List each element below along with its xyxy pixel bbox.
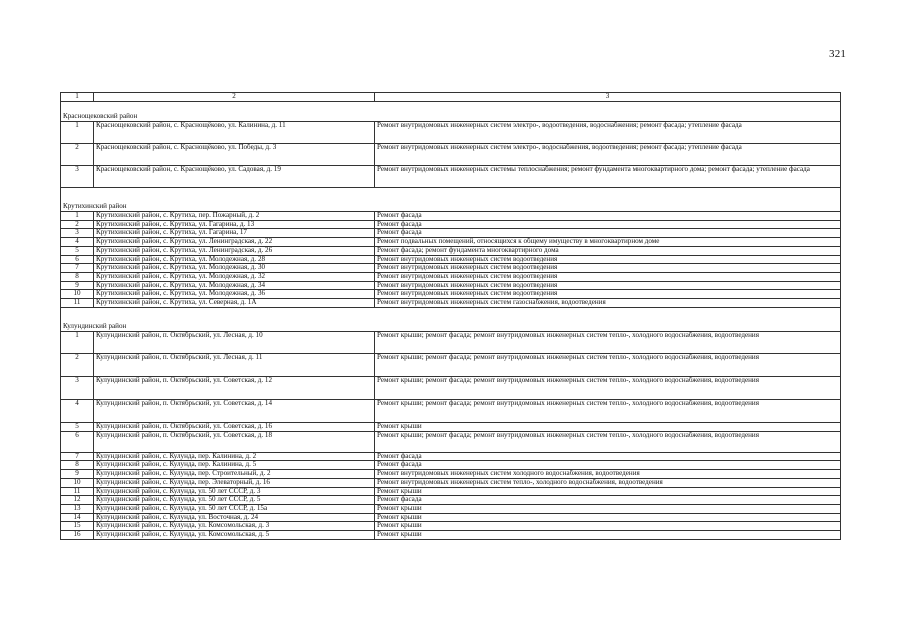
row-address: Крутихинский район, с. Крутиха, ул. Молодежная, д. 32 (94, 272, 375, 281)
district-row (61, 102, 841, 122)
row-number: 1 (61, 122, 94, 144)
row-works: Ремонт крыши; ремонт фасада; ремонт внутридомовых инженерных систем тепло-, холодного водоснабжения, водоотведения (375, 431, 841, 452)
row-number: 4 (61, 399, 94, 422)
row-address: Крутихинский район, с. Крутиха, ул. Ленинградская, д. 22 (94, 238, 375, 247)
row-works: Ремонт крыши (375, 522, 841, 531)
table-row (61, 290, 841, 299)
row-address: Кулундинский район, п. Октябрьский, ул. Советская, д. 14 (94, 399, 375, 422)
table-row (61, 238, 841, 247)
row-number: 11 (61, 487, 94, 496)
table-row (61, 255, 841, 264)
table-row (61, 272, 841, 281)
row-number: 1 (61, 212, 94, 221)
district-row (61, 307, 841, 331)
row-works: Ремонт внутридомовых инженерных систем водоотведения (375, 272, 841, 281)
row-works: Ремонт крыши (375, 487, 841, 496)
header-col-2: 2 (94, 93, 375, 102)
row-number: 2 (61, 144, 94, 166)
row-address: Крутихинский район, с. Крутиха, ул. Северная, д. 1А (94, 299, 375, 308)
row-works: Ремонт фасада (375, 461, 841, 470)
row-works: Ремонт внутридомовых инженерных систем холодного водоснабжения, водоотведения (375, 470, 841, 479)
row-works: Ремонт внутридомовых инженерных систем водоотведения (375, 290, 841, 299)
row-number: 5 (61, 246, 94, 255)
row-address: Краснощековский район, с. Краснощёково, ул. Садовая, д. 19 (94, 166, 375, 188)
table-row (61, 399, 841, 422)
row-works: Ремонт крыши; ремонт фасада; ремонт внутридомовых инженерных систем тепло-, холодного водоснабжения, водоотведения (375, 399, 841, 422)
row-address: Кулундинский район, с. Кулунда, ул. Комсомольская, д. 3 (94, 522, 375, 531)
row-works: Ремонт фасада (375, 496, 841, 505)
table-header-row (61, 93, 841, 102)
row-works: Ремонт внутридомовых инженерных системы теплоснабжения; ремонт фундамента многоквартирного дома; ремонт фасада; утепление фасада (375, 166, 841, 188)
row-address: Кулундинский район, п. Октябрьский, ул. Лесная, д. 11 (94, 353, 375, 376)
row-address: Крутихинский район, с. Крутиха, ул. Ленинградская, д. 26 (94, 246, 375, 255)
row-number: 15 (61, 522, 94, 531)
row-number: 9 (61, 470, 94, 479)
row-number: 1 (61, 331, 94, 353)
table-row (61, 144, 841, 166)
row-address: Кулундинский район, с. Кулунда, ул. 50 лет СССР, д. 15а (94, 504, 375, 513)
row-works: Ремонт внутридомовых инженерных систем тепло-, холодного водоснабжения, водоотведения (375, 478, 841, 487)
table-row (61, 376, 841, 399)
row-works: Ремонт фасада (375, 452, 841, 461)
row-address: Крутихинский район, с. Крутиха, ул. Гагарина, 17 (94, 229, 375, 238)
table-row (61, 531, 841, 540)
row-works: Ремонт фасада; ремонт фундамента многоквартирного дома (375, 246, 841, 255)
row-number: 2 (61, 220, 94, 229)
row-works: Ремонт подвальных помещений, относящихся к общему имуществу в многоквартирном доме (375, 238, 841, 247)
row-address: Крутихинский район, с. Крутиха, ул. Молодежная, д. 36 (94, 290, 375, 299)
table-row (61, 487, 841, 496)
row-address: Кулундинский район, с. Кулунда, ул. 50 лет СССР, д. 5 (94, 496, 375, 505)
row-number: 8 (61, 272, 94, 281)
row-number: 6 (61, 431, 94, 452)
table-row (61, 353, 841, 376)
district-name: Краснощековский район (61, 102, 841, 122)
row-address: Крутихинский район, с. Крутиха, ул. Молодежная, д. 30 (94, 264, 375, 273)
table-row (61, 522, 841, 531)
table-row (61, 496, 841, 505)
table-row (61, 331, 841, 353)
table-row (61, 264, 841, 273)
header-col-1: 1 (61, 93, 94, 102)
table-row (61, 166, 841, 188)
row-number: 7 (61, 264, 94, 273)
row-address: Кулундинский район, с. Кулунда, пер. Элеваторный, д. 16 (94, 478, 375, 487)
table-row (61, 513, 841, 522)
table-row (61, 470, 841, 479)
row-works: Ремонт внутридомовых инженерных систем водоотведения (375, 264, 841, 273)
page-number: 321 (829, 48, 847, 60)
row-address: Краснощековский район, с. Краснощёково, ул. Калинина, д. 11 (94, 122, 375, 144)
row-works: Ремонт внутридомовых инженерных систем электро-, водоотведения, водоснабжения; ремонт фасада; утепление фасада (375, 122, 841, 144)
row-address: Кулундинский район, п. Октябрьский, ул. Советская, д. 12 (94, 376, 375, 399)
table-row (61, 504, 841, 513)
row-address: Кулундинский район, с. Кулунда, пер. Калинина, д. 5 (94, 461, 375, 470)
row-number: 3 (61, 376, 94, 399)
table-row (61, 452, 841, 461)
row-works: Ремонт крыши; ремонт фасада; ремонт внутридомовых инженерных систем тепло-, холодного водоснабжения, водоотведения (375, 353, 841, 376)
row-address: Кулундинский район, с. Кулунда, пер. Калинина, д. 2 (94, 452, 375, 461)
row-address: Кулундинский район, с. Кулунда, ул. Восточная, д. 24 (94, 513, 375, 522)
row-works: Ремонт внутридомовых инженерных систем газоснабжения, водоотведения (375, 299, 841, 308)
row-address: Кулундинский район, с. Кулунда, пер. Строительный, д. 2 (94, 470, 375, 479)
row-number: 2 (61, 353, 94, 376)
row-address: Кулундинский район, п. Октябрьский, ул. Советская, д. 18 (94, 431, 375, 452)
row-number: 3 (61, 166, 94, 188)
row-number: 3 (61, 229, 94, 238)
row-works: Ремонт фасада (375, 212, 841, 221)
row-number: 10 (61, 290, 94, 299)
row-works: Ремонт крыши; ремонт фасада; ремонт внутридомовых инженерных систем тепло-, холодного водоснабжения, водоотведения (375, 331, 841, 353)
row-works: Ремонт крыши (375, 531, 841, 540)
row-number: 12 (61, 496, 94, 505)
header-col-3: 3 (375, 93, 841, 102)
row-number: 7 (61, 452, 94, 461)
works-table (60, 92, 841, 540)
row-address: Крутихинский район, с. Крутиха, пер. Пожарный, д. 2 (94, 212, 375, 221)
table-row (61, 220, 841, 229)
row-works: Ремонт крыши; ремонт фасада; ремонт внутридомовых инженерных систем тепло-, холодного водоснабжения, водоотведения (375, 376, 841, 399)
row-number: 8 (61, 461, 94, 470)
table-row (61, 461, 841, 470)
table-row (61, 229, 841, 238)
row-number: 5 (61, 422, 94, 431)
row-works: Ремонт внутридомовых инженерных систем водоотведения (375, 281, 841, 290)
row-works: Ремонт внутридомовых инженерных систем электро-, водоснабжения, водоотведения; ремонт фасада; утепление фасада (375, 144, 841, 166)
row-address: Крутихинский район, с. Крутиха, ул. Молодежная, д. 28 (94, 255, 375, 264)
row-number: 6 (61, 255, 94, 264)
row-number: 16 (61, 531, 94, 540)
table-row (61, 212, 841, 221)
district-row (61, 188, 841, 212)
row-works: Ремонт крыши (375, 422, 841, 431)
table-row (61, 246, 841, 255)
row-works: Ремонт фасада (375, 220, 841, 229)
row-works: Ремонт фасада (375, 229, 841, 238)
row-works: Ремонт крыши (375, 504, 841, 513)
row-number: 9 (61, 281, 94, 290)
district-name: Кулундинский район (61, 307, 841, 331)
row-works: Ремонт внутридомовых инженерных систем водоотведения (375, 255, 841, 264)
row-number: 14 (61, 513, 94, 522)
table-row (61, 299, 841, 308)
table-row (61, 422, 841, 431)
row-address: Крутихинский район, с. Крутиха, ул. Молодежная, д. 34 (94, 281, 375, 290)
table-row (61, 478, 841, 487)
district-name: Крутихинский район (61, 188, 841, 212)
row-works: Ремонт крыши (375, 513, 841, 522)
row-number: 4 (61, 238, 94, 247)
table-row (61, 281, 841, 290)
row-number: 11 (61, 299, 94, 308)
row-address: Кулундинский район, с. Кулунда, ул. 50 лет СССР, д. 3 (94, 487, 375, 496)
row-address: Краснощековский район, с. Краснощёково, ул. Победы, д. 3 (94, 144, 375, 166)
row-number: 10 (61, 478, 94, 487)
row-number: 13 (61, 504, 94, 513)
table-row (61, 431, 841, 452)
row-address: Кулундинский район, с. Кулунда, ул. Комсомольская, д. 5 (94, 531, 375, 540)
row-address: Кулундинский район, п. Октябрьский, ул. Советская, д. 16 (94, 422, 375, 431)
table-row (61, 122, 841, 144)
row-address: Кулундинский район, п. Октябрьский, ул. Лесная, д. 10 (94, 331, 375, 353)
row-address: Крутихинский район, с. Крутиха, ул. Гагарина, д. 13 (94, 220, 375, 229)
